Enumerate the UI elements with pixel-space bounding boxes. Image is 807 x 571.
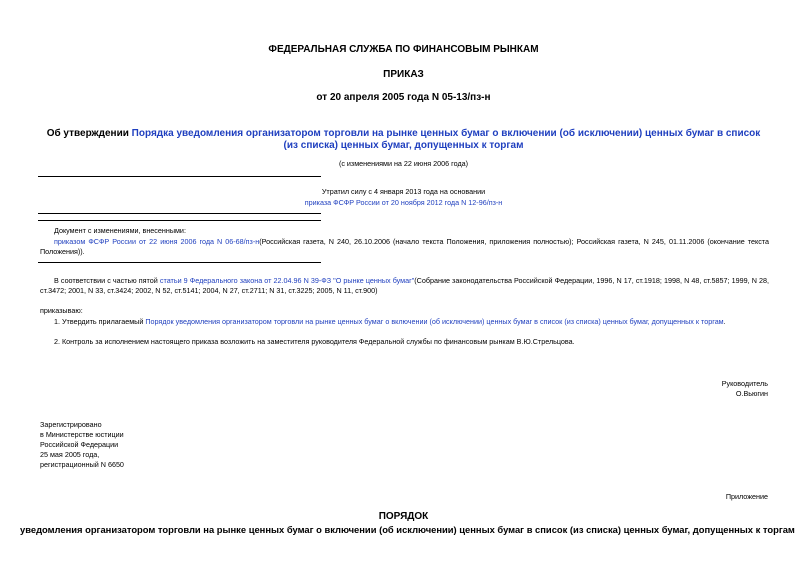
order-word: приказываю: [40, 306, 83, 315]
appendix-heading: ПОРЯДОК [378, 511, 429, 522]
item-1-link[interactable]: Порядок уведомления организатором торговли на рынке ценных бумаг о включении (об исключении) ценных бумаг в список (из списка) ценных бумаг, допущенных к торгам [145, 317, 724, 326]
preamble-rest: (Собрание законодательства Российской Федерации, 1996, N 17, ст.1918; 1998, N 48, ст.5857; 1999, N 28, ст.3472; 2001, N 33, ст.3424; 2002, N 52, ст.5141; 2004, N 27, ст.2711; N 31, ст.3225; 2005, N 11, ст.900) [40, 276, 769, 295]
order-item-1 [54, 317, 769, 327]
order-item-2: 2. Контроль за исполнением настоящего приказа возложить на заместителя руководителя Федеральной службы по финансовым рынкам В.Ю.Стрельцова. [54, 337, 575, 346]
divider [38, 213, 321, 214]
preamble-paragraph [40, 276, 769, 296]
doc-date-number: от 20 апреля 2005 года N 05-13/пз-н [316, 92, 491, 103]
title-prefix: Об утверждении [46, 128, 132, 139]
signature-position: Руководитель [721, 379, 768, 388]
title-link[interactable]: Порядка уведомления организатором торговли на рынке ценных бумаг о включении (об исключении) ценных бумаг в список (из списка) ценных бумаг, допущенных к торгам [131, 128, 761, 151]
agency-name: ФЕДЕРАЛЬНАЯ СЛУЖБА ПО ФИНАНСОВЫМ РЫНКАМ [268, 44, 539, 55]
divider [38, 176, 321, 177]
invalidation-text: Утратил силу с 4 января 2013 года на основании [321, 187, 486, 196]
doc-type: ПРИКАЗ [383, 69, 424, 80]
changes-paragraph [40, 237, 769, 257]
preamble-start: В соответствии с частью пятой [54, 276, 160, 285]
changes-link[interactable]: приказом ФСФР России от 22 июня 2006 года N 06-68/пз-н [54, 237, 260, 246]
preamble-link[interactable]: статьи 9 Федерального закона от 22.04.96 N 39-ФЗ "О рынке ценных бумаг" [159, 276, 415, 285]
divider [38, 262, 321, 263]
item-1-start: 1. Утвердить прилагаемый [54, 317, 146, 326]
registration-line: 25 мая 2005 года, [40, 450, 100, 459]
registration-line: Зарегистрировано [40, 420, 102, 429]
item-1-end: . [723, 317, 726, 326]
invalidation-link[interactable]: приказа ФСФР России от 20 ноября 2012 года N 12-96/пз-н [304, 198, 503, 207]
signature-name: О.Вьюгин [735, 389, 768, 398]
edition-note: (с изменениями на 22 июня 2006 года) [338, 159, 469, 168]
registration-line: регистрационный N 6650 [40, 460, 124, 469]
changes-intro: Документ с изменениями, внесенными: [54, 226, 186, 235]
appendix-label: Приложение [725, 492, 768, 501]
divider [38, 220, 321, 221]
registration-line: Российской Федерации [40, 440, 119, 449]
registration-line: в Министерстве юстиции [40, 430, 124, 439]
appendix-subheading: уведомления организатором торговли на рынке ценных бумаг о включении (об исключении) ценных бумаг в список (из списка) ценных бумаг, допущенных к торгам [20, 524, 795, 535]
document-title [40, 128, 767, 152]
registration-block [40, 420, 124, 470]
changes-rest: (Российская газета, N 240, 26.10.2006 (начало текста Положения, приложения полностью); Российская газета, N 245, 01.11.2006 (окончание текста Положения)). [40, 237, 769, 256]
